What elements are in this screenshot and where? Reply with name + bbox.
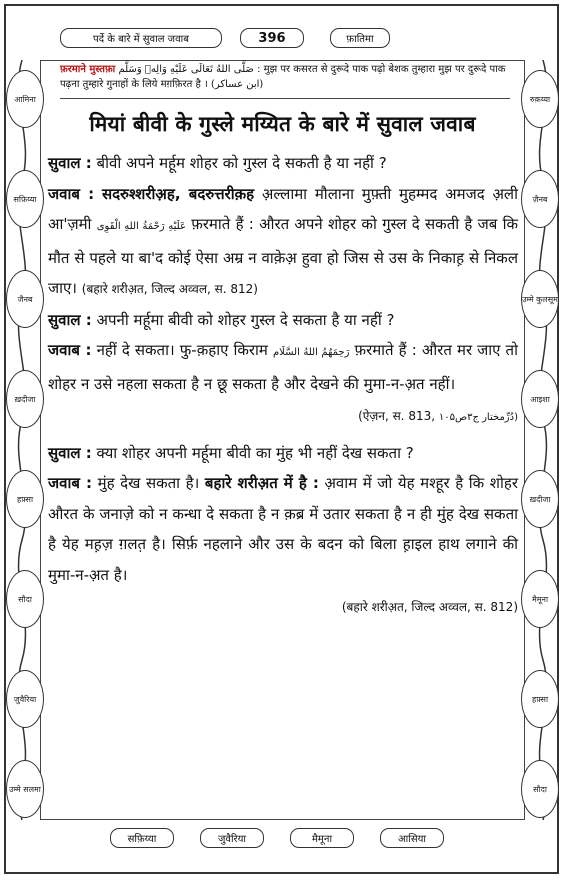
- answer-reference: [48, 401, 518, 434]
- question-text: अपनी मर्हूमा बीवी को शोहर गुस्ल दे सकता है या नहीं ?: [96, 310, 395, 329]
- side-medallion: ज़ैनब: [521, 170, 559, 228]
- side-medallion: ख़दीजा: [521, 470, 559, 528]
- answer-label: जवाब :: [48, 184, 95, 203]
- book-title: पर्दे के बारे में सुवाल जवाब: [60, 28, 222, 48]
- side-medallion: हफ़्सा: [6, 470, 44, 528]
- question-3: [48, 438, 518, 469]
- question-label: सुवाल :: [48, 310, 92, 329]
- answer-label: जवाब :: [48, 341, 92, 359]
- page-title: मियां बीवी के गुस्ले मय्यित के बारे में सुवाल जवाब: [89, 112, 476, 136]
- answer-text: अ़वाम में जो येह मश्हूर है कि शोहर औरत के जनाज़े को न कन्धा दे सकता है न क़ब्र में उतार सकता है न ही मुंह देख सकता है येह मह़ज़ ग़लत़ है। सिर्फ़ नहलाने और उस के बदन को बिला ह़ाइल हाथ लगाने की मुमा-न-अ़त है।: [48, 474, 518, 584]
- reference-arabic: دُرِّمختار ج۳ص۱۰۵): [438, 412, 518, 423]
- answer-2: [48, 335, 518, 399]
- answer-text: मुंह देख सकता है।: [97, 474, 200, 492]
- farman-text: : मुझ पर कसरत से दुरूदे पाक पढ़ो बेशक तुम्हारा मुझ पर दुरूदे पाक पढ़ना तुम्हारे गुनाहों के लिये मग़फ़िरत है ।: [60, 64, 506, 90]
- question-1: [48, 148, 518, 179]
- side-medallion: आमिना: [6, 70, 44, 128]
- answer-1: [48, 179, 518, 305]
- answer-text: फ़रमाते हैं : औरत अपने शोहर को गुस्ल दे सकती है जब कि मौत से पहले या बा'द कोई ऐसा अम्र न वाक़ेअ़ हुवा हो जिस से उस के निकाह़ से निकल जाए।: [48, 215, 518, 297]
- footer-medallion: जुवैरिया: [200, 828, 264, 848]
- answer-arabic: عَلَيْهِ رَحْمَةُ اللهِ الْقَوِى: [96, 221, 186, 232]
- side-medallion: आइशा: [521, 370, 559, 428]
- footer-medallion: सफ़िय्या: [110, 828, 174, 848]
- side-medallion: उम्मे सलमा: [6, 760, 44, 818]
- question-text: बीवी अपने मर्हूम शोहर को गुस्ल दे सकती है या नहीं ?: [96, 154, 387, 172]
- side-medallion: सौदा: [521, 760, 559, 818]
- answer-3: [48, 468, 518, 590]
- answer-text: अ़ल्लामा मौलाना मुफ़्ती मुहम्मद अमजद अ़ली आ'ज़मी: [48, 184, 518, 233]
- main-content: [48, 148, 518, 627]
- answer-reference: (बहारे शरीअ़त, जिल्द अव्वल, स. 812): [341, 600, 518, 614]
- farman-label: फ़रमाने मुस्तफ़ा: [60, 64, 116, 75]
- footer-medallion: मैमूना: [290, 828, 354, 848]
- answer-bold: बहारे शरीअ़त में है :: [204, 474, 319, 492]
- question-label: सुवाल :: [48, 443, 92, 462]
- side-medallion: सौदा: [6, 570, 44, 628]
- side-medallion: ख़दीजा: [6, 370, 44, 428]
- answer-arabic: رَحِمَهُمُ اللهُ السَّلَام: [272, 347, 350, 358]
- reference-hindi: (ऐज़न, स. 813,: [358, 409, 436, 423]
- header-medallion: फ़ातिमा: [330, 28, 390, 48]
- question-label: सुवाल :: [48, 154, 92, 172]
- side-medallion: मैमूना: [521, 570, 559, 628]
- side-medallion: जुवैरिया: [6, 670, 44, 728]
- question-2: [48, 305, 518, 336]
- farman-source: (ابن عساکر): [210, 79, 264, 90]
- farman-arabic: صَلَّى اللهُ تَعَالَى عَلَيْهِ وَالِهٖ وَسَلَّم: [118, 64, 254, 75]
- side-medallion: हफ़्सा: [521, 670, 559, 728]
- farman-mustafa: [60, 62, 510, 99]
- page-header: [40, 28, 525, 50]
- side-medallion: जैनब: [6, 270, 44, 328]
- question-text: क्या शोहर अपनी मर्हूमा बीवी का मुंह भी नहीं देख सकता ?: [96, 443, 414, 462]
- answer-bold: सदरुश्शरीअ़ह, बदरुत्तरीक़ह: [101, 184, 255, 203]
- side-medallion: सफ़िय्या: [6, 170, 44, 228]
- answer-text: फ़रमाते हैं : औरत मर जाए तो शोहर न उसे नहला सकता है न छू सकता है और देखने की मुमा-न-अ़त नहीं।: [48, 341, 518, 393]
- footer-medallion: आसिया: [380, 828, 444, 848]
- answer-text: नहीं दे सकता। फु-क़हाए किराम: [96, 341, 268, 359]
- page-footer: [40, 828, 525, 852]
- side-medallion: रुक़य्या: [521, 70, 559, 128]
- answer-label: जवाब :: [48, 474, 92, 492]
- answer-reference: (बहारे शरीअ़त, जिल्द अव्वल, स. 812): [81, 282, 258, 296]
- side-medallion: उम्मे कुलसूम: [521, 270, 559, 328]
- page-number: 396: [240, 28, 304, 48]
